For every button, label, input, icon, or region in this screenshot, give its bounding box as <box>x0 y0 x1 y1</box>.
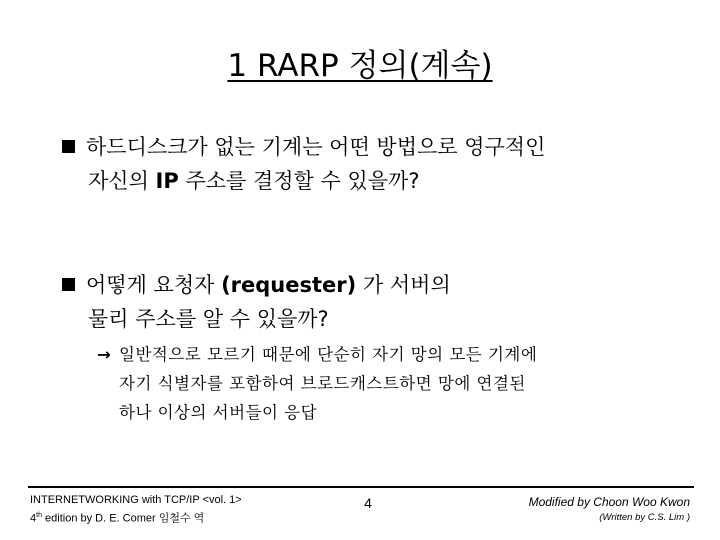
sub-bullet <box>97 340 537 427</box>
footer-modified-by: Modified by Choon Woo Kwon <box>528 495 690 509</box>
slide-title: 1 RARP 정의(계속) <box>227 48 493 84</box>
arrow-right-icon: → <box>97 345 112 364</box>
bullet-text: 주소를 결정할 수 있을까? <box>178 169 420 193</box>
bullet-text: 하드디스크가 없는 기계는 어떤 방법으로 영구적인 <box>86 135 546 159</box>
bullet-text: 어떻게 요청자 <box>86 273 222 297</box>
square-bullet-icon <box>62 278 75 291</box>
footer-left <box>30 493 242 527</box>
sub-bullet-line <box>97 340 537 369</box>
sub-bullet-line <box>97 369 537 398</box>
footer-divider <box>28 486 694 488</box>
bullet-line <box>62 302 451 336</box>
sub-bullet-text: 하나 이상의 서버들이 응답 <box>119 403 318 422</box>
footer-book-title: INTERNETWORKING with TCP/IP <vol. 1> <box>30 494 242 506</box>
footer-edition <box>30 508 242 527</box>
square-bullet-icon <box>62 140 75 153</box>
edition-number: 4 <box>30 512 37 525</box>
bullet-bold-text: (requester) <box>221 273 357 297</box>
bullet-text: 자신의 <box>88 169 156 193</box>
edition-author: edition by D. E. Comer 임철수 역 <box>41 512 205 525</box>
bullet-item-1 <box>62 130 545 198</box>
footer-written-by: (Written by C.S. Lim ) <box>599 512 690 523</box>
bullet-line <box>62 130 545 164</box>
page-number: 4 <box>364 495 372 511</box>
bullet-text: 물리 주소를 알 수 있을까? <box>88 307 329 331</box>
sub-bullet-text: 일반적으로 모르기 때문에 단순히 자기 망의 모든 기계에 <box>119 345 538 364</box>
edition-suffix: th <box>36 512 42 519</box>
bullet-text: 가 서버의 <box>356 273 451 297</box>
sub-bullet-text: 자기 식별자를 포함하여 브로드캐스트하면 망에 연결된 <box>119 374 526 393</box>
bullet-line <box>62 268 451 302</box>
bullet-item-2 <box>62 268 451 336</box>
sub-bullet-line <box>97 398 537 427</box>
bullet-line <box>62 164 545 198</box>
footer-right <box>529 494 690 525</box>
bullet-bold-text: IP <box>155 169 179 193</box>
